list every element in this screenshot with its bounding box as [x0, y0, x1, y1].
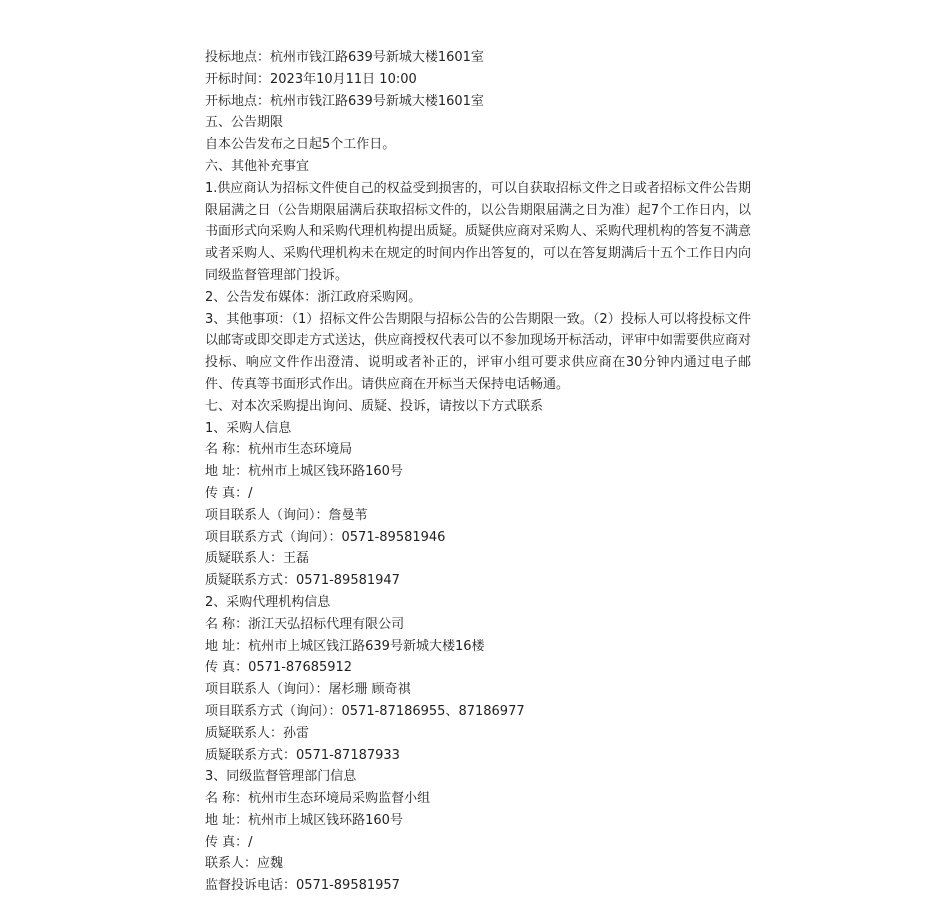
- supervisor-name: 名 称：杭州市生态环境局采购监督小组: [205, 791, 431, 807]
- agency-fax: 传 真：0571-87685912: [205, 660, 353, 676]
- supervisor-heading: 3、同级监督管理部门信息: [205, 769, 357, 785]
- purchaser-phone: 项目联系方式（询问）：0571-89581946: [205, 529, 446, 545]
- purchaser-address: 地 址：杭州市上城区钱环路160号: [205, 464, 403, 480]
- opening-time: 开标时间：2023年10月11日 10:00: [205, 71, 417, 87]
- section-6-title: 六、其他补充事宜: [205, 158, 310, 174]
- supervisor-fax: 传 真：/: [205, 834, 253, 850]
- supervisor-address: 地 址：杭州市上城区钱环路160号: [205, 812, 403, 828]
- section-5-title: 五、公告期限: [205, 115, 284, 131]
- agency-contact: 项目联系人（询问）：屠杉珊 顾奇祺: [205, 682, 411, 698]
- purchaser-contact: 项目联系人（询问）：詹曼苇: [205, 507, 368, 523]
- bid-location: 投标地点：杭州市钱江路639号新城大楼1601室: [205, 50, 484, 65]
- agency-info: [205, 592, 751, 766]
- purchaser-info: [205, 418, 751, 592]
- announcement-document: [205, 47, 751, 897]
- section-5-body: 自本公告发布之日起5个工作日。: [205, 137, 396, 153]
- purchaser-name: 名 称：杭州市生态环境局: [205, 442, 353, 458]
- agency-phone: 项目联系方式（询问）：0571-87186955、87186977: [205, 703, 525, 719]
- agency-address: 地 址：杭州市上城区钱江路639号新城大楼16楼: [205, 638, 485, 654]
- supervisor-contact: 联系人：应魏: [205, 856, 284, 872]
- item-3-other-matters: 3、其他事项：（1）招标文件公告期限与招标公告的公告期限一致。（2）投标人可以将投标文件以邮寄或即交即走方式送达，供应商授权代表可以不参加现场开标活动，评审中如需要供应商对投标、响应文件作出澄清、说明或者补正的，评审小组可要求供应商在30分钟内通过电子邮件、传真等书面形式作出。请供应商在开标当天保持电话畅通。: [205, 311, 752, 392]
- purchaser-heading: 1、采购人信息: [205, 420, 292, 436]
- supervisor-phone: 监督投诉电话：0571-89581957: [205, 878, 400, 894]
- item-1-complaint-rules: 1.供应商认为招标文件使自己的权益受到损害的，可以自获取招标文件之日或者招标文件公告期限届满之日（公告期限届满后获取招标文件的，以公告期限届满之日为准）起7个工作日内，以书面形式向采购人和采购代理机构提出质疑。质疑供应商对采购人、采购代理机构的答复不满意或者采购人、采购代理机构未在规定的时间内作出答复的，可以在答复期满后十五个工作日内向同级监督管理部门投诉。: [205, 180, 752, 283]
- opening-location: 开标地点：杭州市钱江路639号新城大楼1601室: [205, 93, 484, 109]
- section-7-title: 七、对本次采购提出询问、质疑、投诉，请按以下方式联系: [205, 398, 544, 414]
- agency-question-phone: 质疑联系方式：0571-87187933: [205, 747, 400, 763]
- item-2-media: 2、公告发布媒体：浙江政府采购网。: [205, 289, 422, 305]
- agency-name: 名 称：浙江天弘招标代理有限公司: [205, 616, 405, 632]
- purchaser-question-phone: 质疑联系方式：0571-89581947: [205, 573, 400, 589]
- agency-question-contact: 质疑联系人：孙雷: [205, 725, 310, 741]
- supervisor-info: [205, 766, 751, 897]
- purchaser-question-contact: 质疑联系人：王磊: [205, 551, 310, 567]
- purchaser-fax: 传 真：/: [205, 485, 253, 501]
- agency-heading: 2、采购代理机构信息: [205, 594, 331, 610]
